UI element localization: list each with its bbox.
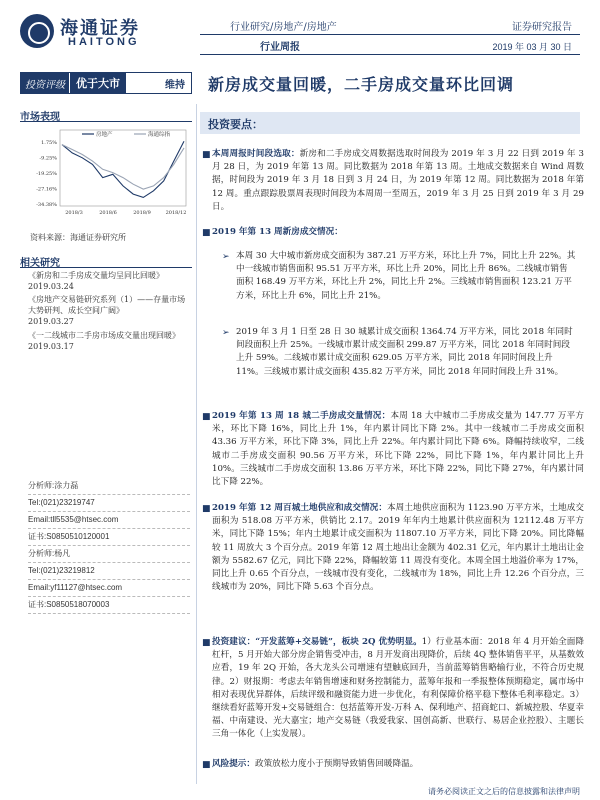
para-second-hand: [212, 410, 584, 489]
related-item-date: 2019.03.27: [28, 317, 74, 326]
report-kind: 证券研究报告: [512, 22, 572, 33]
y-tick-label: -19.25%: [36, 171, 57, 177]
x-tick-label: 2018/3: [65, 210, 83, 216]
rating-value: 优于大市: [69, 73, 126, 93]
legend-realestate: 房地产: [96, 132, 113, 138]
rating-status: 维持: [165, 79, 185, 91]
invest-heading-bar: [200, 112, 580, 134]
analyst-name: 分析师:杨凡: [28, 546, 190, 563]
header-divider: [200, 34, 580, 35]
market-heading: 市场表现: [20, 112, 60, 123]
report-type: 行业周报: [260, 42, 300, 53]
market-heading-line: [20, 121, 192, 122]
y-tick-label: -27.16%: [36, 186, 57, 193]
para-new-house-weekly: 本周 30 大中城市新房成交面积为 387.21 万平方米，环比上升 7%，同比上升 22%。其中一线城市销售面积 95.51 万平方米，环比上升 20%，同比上升 86%。二线城市销售面积 168.49 万平方米，环比上升 2%，同比上升 2%。三线城市销售面积 123.21 万平方米，环比上升 6%，同比上升 21%。: [236, 251, 576, 301]
analyst-card: [28, 478, 190, 546]
x-tick-label: 2018/12: [165, 210, 187, 216]
logo-cn: 海通证券: [60, 18, 140, 39]
analyst-tel: Tel:(021)23219812: [28, 563, 190, 580]
para-advice: [212, 636, 584, 742]
para-second-hand-body: 本周 18 大中城市二手房成交量为 147.77 万平方米，环比下降 16%，同比上升 1%，年内累计同比下降 2%。其中一线城市二手房成交面积 43.36 万平方米，环比下降 3%，同比上升 22%。年内累计同比下降 6%。降幅持续收窄，二线城市二手房成交面积 90.56 万平方米，环比下降 22%，同比下降 1%，年内累计同比上升 10%。三线城市二手房成交面积 13.86 万平方米，环比下降 22%，同比下降 27%，年内累计同比下降 22%。: [212, 411, 585, 488]
market-chart: [24, 126, 190, 222]
bullet-icon: ■: [202, 760, 211, 770]
bullet-icon: ■: [202, 228, 211, 238]
arrow-icon: ➢: [222, 252, 230, 262]
related-item[interactable]: [28, 294, 190, 327]
market-source: 资料来源：海通证券研究所: [30, 233, 126, 242]
company-logo: [20, 12, 170, 54]
report-title: 新房成交量回暖，二手房成交量环比回调: [208, 75, 515, 94]
series-line-realestate: [62, 141, 184, 197]
analyst-tel: Tel:(021)23219747: [28, 495, 190, 512]
related-item[interactable]: [28, 270, 190, 292]
analyst-email[interactable]: Email:tll5535@htsec.com: [28, 512, 190, 529]
analyst-email[interactable]: Email:yf11127@htsec.com: [28, 580, 190, 597]
para-period-body: 新房和二手房成交周数据选取时间段为 2019 年 3 月 22 日到 2019 年 3 月 28 日，为 2019 年第 13 周。同比数据为 2018 年第 13 周。土地成交数据来自 Wind 周数据，时间段为 2019 年 3 月 18 日到 3 月 24 日，为 2019 年第 12 周。同比数据为 2018 年第 12 周。重点跟踪股票周表现时间段为本周周一至周五，2019 年 3 月 25 日到 2019 年 3 月 29 日。: [212, 149, 584, 212]
series-line-index: [62, 145, 184, 190]
report-category: 行业研究/房地产/房地产: [230, 22, 337, 33]
related-item-date: 2019.03.24: [28, 282, 74, 291]
chart-frame: [60, 130, 186, 206]
rating-bar: [20, 72, 192, 94]
analyst-name: 分析师:涂力磊: [28, 478, 190, 495]
para-land-body: 本周土地供应面积为 1123.90 万平方米，土地成交面积为 518.08 万平方米，供销比 2.17。2019 年年内土地累计供应面积为 12112.48 万平方米，同比下降 15%；年内土地累计成交面积为 11807.10 万平方米，同比下降 20%。同比降幅较 11 周放大 3 个百分点。2019 年第 12 周土地出让金额为 402.31 亿元，年内累计土地出让金额为 5582.67 亿元，同比下降 22%，降幅较第 11 周没有变化。本周全国土地溢价率为 17%，同比上升 0.65 个百分点，一线城市没有变化，二线城市为 18%，同比上升 12.26 个百分点，三线城市为 20%，同比下降 5.63 个百分点。: [212, 503, 584, 593]
para-advice-body: 1）行业基本面：2018 年 4 月开始全面降杠杆，5 月开始大部分房企销售受冲击，8 月开发商出现降价，后续 4Q 整体销售平平，从基数效应看，19 年 2Q 开始，各大龙头公司增速有望触底回升，当前蓝筹销售略输行业，不符合历史规律。2）财报期：考虑去年销售增速和财务控制能力，蓝筹年报和一季报整体预期稳定，属市场中相对表现优异群体，后续评级和融资能力进一步优化，有利保障价格平稳下整体毛利率稳定。3）继续看好蓝筹开发+交易链组合：包括蓝筹开发-万科 A、保利地产、招商蛇口、新城控股、华夏幸福、中南建设、光大嘉宝；地产交易链（我爱我家、国创高新、世联行、易居企业控股）、主题长三角一体化（上实发展）。: [212, 637, 584, 740]
x-tick-label: 2018/9: [133, 210, 151, 216]
para-period-head: 本周周报时间段选取：: [212, 149, 300, 159]
logo-mark-icon: [20, 14, 54, 48]
related-heading: 相关研究: [20, 258, 60, 269]
footer-disclaimer: 请务必阅读正文之后的信息披露和法律声明: [428, 787, 580, 796]
related-item-title: 《一二线城市二手房市场成交量出现回暖》: [28, 331, 180, 340]
invest-heading: 投资要点：: [208, 118, 263, 131]
y-tick-label: 1.75%: [41, 140, 57, 146]
para-new-house-head: [212, 226, 584, 239]
analyst-cert: 证书:S0850518070003: [28, 597, 190, 614]
bullet-icon: ■: [202, 150, 211, 160]
para-risk-head: 风险提示：: [212, 759, 255, 769]
arrow-icon: ➢: [222, 328, 230, 338]
bullet-icon: ■: [202, 638, 211, 648]
related-item-title: 《新房和二手房成交量均呈同比回暖》: [28, 271, 164, 280]
related-item-title: 《房地产交易链研究系列（1）——存量市场大势研判、成长空间广阔》: [28, 295, 186, 315]
para-period: [212, 148, 584, 214]
x-tick-label: 2018/6: [99, 210, 117, 216]
related-item-date: 2019.03.17: [28, 342, 74, 351]
logo-en: HAITONG: [68, 36, 140, 48]
legend-index: 海通综指: [148, 132, 171, 138]
para-risk: [212, 758, 584, 771]
para-new-house-cumulative: 2019 年 3 月 1 日至 28 日 30 城累计成交面积 1364.74 万平方米，同比 2018 年同时间段面积上升 25%。一线城市累计成交面积 299.87 万平方米，同比 2018 年同时间段上升 59%。二线城市累计成交面积 629.05 万平方米，同比 2018 年同时间段上升 11%。三线城市累计成交面积 435.82 万平方米，同比 2018 年同时间段上升 31%。: [236, 327, 573, 377]
related-heading-line: [20, 267, 192, 268]
bullet-icon: ■: [202, 412, 211, 422]
analyst-cert: 证书:S0850510120001: [28, 529, 190, 546]
column-divider: [196, 104, 197, 784]
para-land-head: 2019 年第 12 周百城土地供应和成交情况：: [212, 503, 387, 513]
y-tick-label: -9.25%: [39, 155, 57, 162]
report-date: 2019 年 03 月 30 日: [492, 42, 572, 52]
rating-label: 投资评级: [21, 73, 69, 93]
para-risk-body: 政策放松力度小于预期导致销售回暖降温。: [254, 759, 419, 769]
para-land: [212, 502, 584, 594]
para-advice-head: 投资建议：“开发蓝筹+交易链”，板块 2Q 优势明显。: [212, 637, 422, 647]
analyst-card: [28, 546, 190, 614]
y-tick-label: -34.38%: [36, 202, 57, 208]
bullet-icon: ■: [202, 504, 211, 514]
related-item[interactable]: [28, 330, 190, 352]
para-second-hand-head: 2019 年第 13 周 18 城二手房成交量情况：: [212, 411, 391, 421]
header-divider-bottom: [200, 54, 580, 55]
para-new-house-title: 2019 年第 13 周新房成交情况：: [212, 227, 343, 237]
